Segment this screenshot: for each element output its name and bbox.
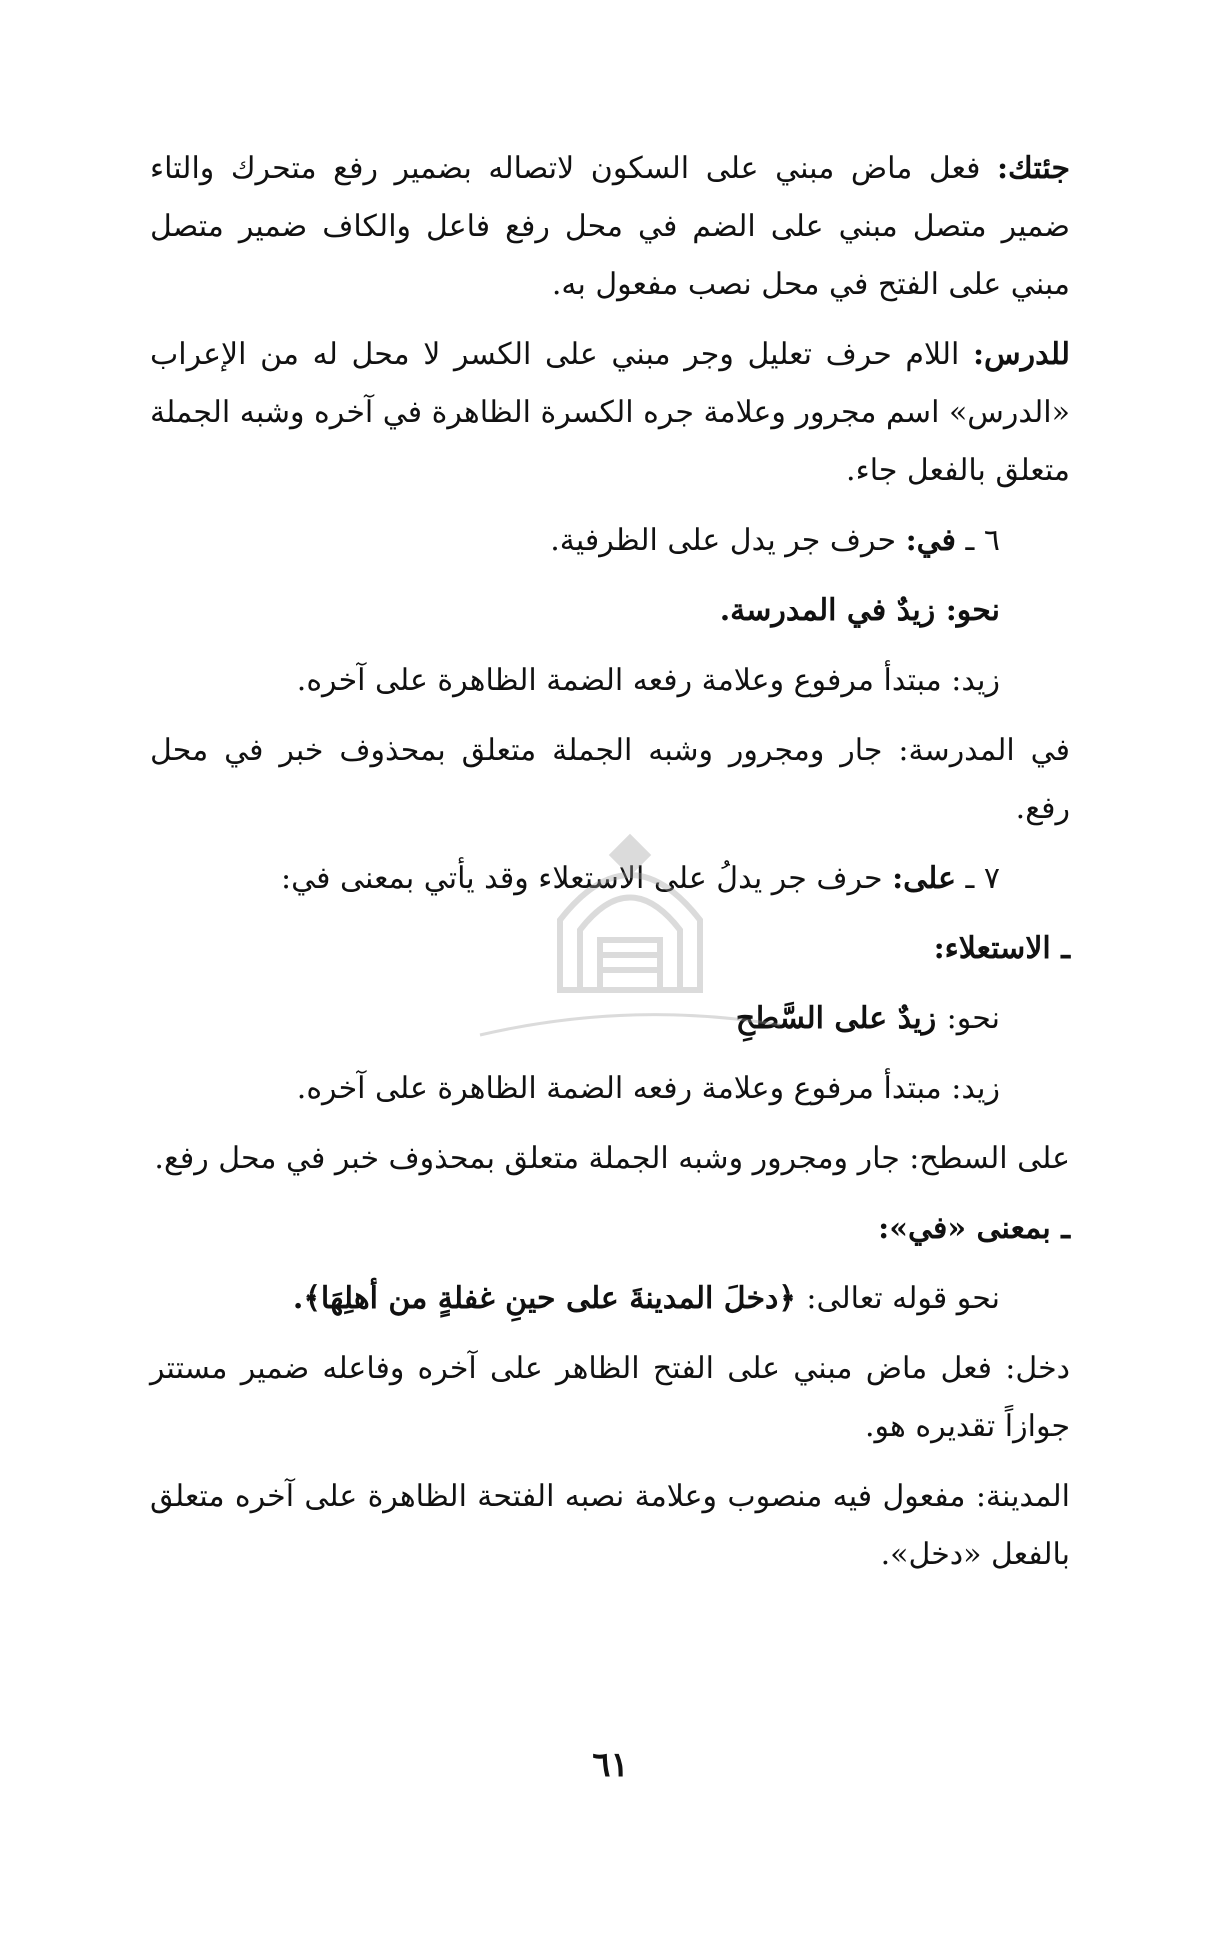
line-text: مبتدأ مرفوع وعلامة رفعه الضمة الظاهرة على آخره. — [296, 1071, 952, 1106]
paragraph-lildars — [150, 326, 1070, 500]
term-label: جئتك: — [996, 151, 1070, 186]
paragraph-ji2tuka — [150, 140, 1070, 314]
paragraph-text: فعل ماض مبني على السكون لاتصاله بضمير رفع متحرك والتاء ضمير متصل مبني على الضم في محل رفع فاعل والكاف ضمير متصل مبني على الفتح في محل نصب مفعول به. — [150, 151, 1070, 302]
section-7-heading — [150, 850, 1070, 908]
example-text: زيدٌ على السَّطحِ — [735, 1001, 947, 1036]
line-text: جار ومجرور وشبه الجملة متعلق بمحذوف خبر في محل رفع. — [150, 733, 1070, 826]
term-label: للدرس: — [972, 337, 1070, 372]
line-text: جار ومجرور وشبه الجملة متعلق بمحذوف خبر في محل رفع. — [154, 1141, 910, 1176]
example-text: ﴿دخلَ المدينةَ على حينِ غفلةٍ من أهلِهَا﴾. — [292, 1281, 807, 1316]
section-number: ٧ ـ — [965, 861, 1000, 896]
example-label: نحو قوله تعالى: — [806, 1281, 1000, 1316]
term-label: في: — [905, 523, 956, 558]
line-text: مبتدأ مرفوع وعلامة رفعه الضمة الظاهرة على آخره. — [296, 663, 952, 698]
section-text: حرف جر يدل على الظرفية. — [550, 523, 906, 558]
section-6-line-zayd — [150, 652, 1070, 710]
bima3na-example — [150, 1270, 1070, 1328]
line-text: مفعول فيه منصوب وعلامة نصبه الفتحة الظاهرة على آخره متعلق بالفعل «دخل». — [150, 1479, 1070, 1572]
section-text: حرف جر يدلُ على الاستعلاء وقد يأتي بمعنى في: — [281, 861, 893, 896]
term-label: على: — [892, 861, 956, 896]
paragraph-text: اللام حرف تعليل وجر مبني على الكسر لا محل له من الإعراب «الدرس» اسم مجرور وعلامة جره الكسرة الظاهرة في آخره وشبه الجملة متعلق بالفعل جاء. — [150, 337, 1070, 488]
bima3na-heading: ـ بمعنى «في»: — [878, 1211, 1070, 1246]
section-number: ٦ ـ — [965, 523, 1000, 558]
section-6-example — [150, 582, 1070, 640]
line-label: المدينة: — [975, 1479, 1070, 1514]
page-body — [150, 140, 1070, 1596]
line-label: دخل: — [1005, 1351, 1070, 1386]
example-text: زيدٌ في المدرسة. — [719, 593, 946, 628]
page-number: ٦١ — [592, 1745, 629, 1785]
line-label: في المدرسة: — [898, 733, 1070, 768]
line-label: على السطح: — [909, 1141, 1070, 1176]
line-label: زيد: — [951, 663, 1000, 698]
isti3la-line-zayd — [150, 1060, 1070, 1118]
bima3na-line-almadina — [150, 1468, 1070, 1584]
line-label: زيد: — [951, 1071, 1000, 1106]
isti3la-heading: ـ الاستعلاء: — [933, 931, 1070, 966]
isti3la-example — [150, 990, 1070, 1048]
example-label: نحو: — [945, 593, 1000, 628]
example-label: نحو: — [946, 1001, 1000, 1036]
line-text: فعل ماض مبني على الفتح الظاهر على آخره وفاعله ضمير مستتر جوازاً تقديره هو. — [150, 1351, 1070, 1444]
section-6-line-fi-almadrasa — [150, 722, 1070, 838]
isti3la-line-3ala-alsat7 — [150, 1130, 1070, 1188]
section-6-heading — [150, 512, 1070, 570]
bima3na-line-dakhala — [150, 1340, 1070, 1456]
